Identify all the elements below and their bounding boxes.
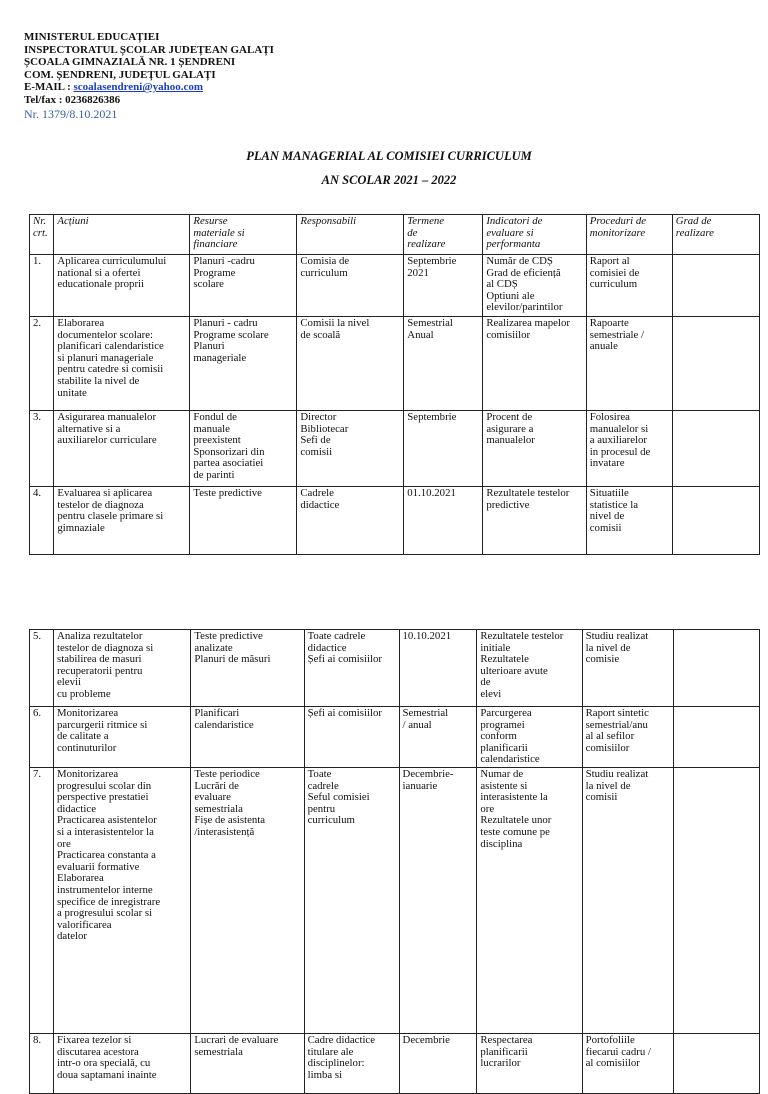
table-row [30, 317, 760, 411]
table-cell: Decembrie- ianuarie [399, 767, 477, 1033]
school-line: ȘCOALA GIMNAZIALĂ NR. 1 ȘENDRENI [24, 56, 236, 69]
table-row [30, 707, 760, 768]
header-cell: Proceduri de monitorizare [586, 215, 672, 255]
table-cell: 6. [30, 707, 54, 768]
ministry-line: MINISTERUL EDUCAȚIEI [24, 31, 160, 43]
table-cell: 8. [30, 1033, 54, 1093]
table-cell: Comisia de curriculum [297, 255, 404, 317]
table-row [30, 487, 760, 555]
table-cell: Parcurgerea programei conform planificarii calendaristice [477, 707, 582, 768]
table-cell: Situatiile statistice la nivel de comisii [586, 487, 672, 555]
table-cell: Septembrie [404, 411, 483, 487]
table-cell: Număr de CDȘ Grad de eficiență al CDȘ Optiuni ale elevilor/parintilor [483, 255, 586, 317]
table-cell: Semestrial / anual [399, 707, 477, 768]
table-cell: 10.10.2021 [399, 630, 477, 707]
table-cell: 5. [30, 630, 54, 707]
table-cell: Semestrial Anual [404, 317, 483, 411]
table-cell: Director Bibliotecar Sefi de comisii [297, 411, 404, 487]
table-cell: Studiu realizat la nivel de comisii [582, 767, 674, 1033]
table-cell: Folosirea manualelor si a auxiliarelor in procesul de invatare [586, 411, 672, 487]
header-cell: Termene de realizare [404, 215, 483, 255]
table-cell: Comisii la nivel de scoală [297, 317, 404, 411]
table-cell: Portofoliile fiecarui cadru / al comisiilor [582, 1033, 674, 1093]
table-cell: Asigurarea manualelor alternative si a auxiliarelor curriculare [54, 411, 190, 487]
registration-number: Nr. 1379/8.10.2021 [24, 106, 118, 121]
table-cell: Toate cadrele didactice Șefi ai comisiilor [304, 630, 399, 707]
table-cell [672, 411, 759, 487]
header-cell: Nr. crt. [30, 215, 54, 255]
table-cell: Procent de asigurare a manualelor [483, 411, 586, 487]
table-cell [674, 630, 760, 707]
table-cell [674, 1033, 760, 1093]
table-cell: Studiu realizat la nivel de comisie [582, 630, 674, 707]
table-cell: Raport al comisiei de curriculum [586, 255, 672, 317]
email-line [24, 81, 274, 94]
table-cell: Fixarea tezelor si discutarea acestora intr-o ora specială, cu doua saptamani inainte [54, 1033, 191, 1093]
table-cell: Evaluarea si aplicarea testelor de diagnoza pentru clasele primare si gimnaziale [54, 487, 190, 555]
table-cell: Decembrie [399, 1033, 477, 1093]
plan-table-page-2 [29, 629, 760, 1094]
table-cell: Cadrele didactice [297, 487, 404, 555]
table-cell: 01.10.2021 [404, 487, 483, 555]
letterhead [24, 31, 274, 120]
table-cell: Planuri - cadru Programe scolare Planuri manageriale [190, 317, 297, 411]
table-cell [674, 767, 760, 1033]
table-cell: Planificari calendaristice [191, 707, 304, 768]
table-cell: Planuri -cadru Programe scolare [190, 255, 297, 317]
table-cell: Raport sintetic semestrial/anu al al sefilor comisiilor [582, 707, 674, 768]
table-cell: 7. [30, 767, 54, 1033]
table-row [30, 255, 760, 317]
table-cell: 4. [30, 487, 54, 555]
telephone-line: Tel/fax : 0236826386 [24, 93, 121, 106]
address-line: COM. ȘENDRENI, JUDEȚUL GALAȚI [24, 68, 216, 81]
document-title: PLAN MANAGERIAL AL COMISIEI CURRICULUM [246, 149, 532, 163]
table-cell [672, 317, 759, 411]
table-cell: Teste predictive analizate Planuri de măsuri [191, 630, 304, 707]
table-cell: Realizarea mapelor comisiilor [483, 317, 586, 411]
table-cell: 2. [30, 317, 54, 411]
table-cell: Aplicarea curriculumului national si a ofertei educationale proprii [54, 255, 190, 317]
table-cell: Toate cadrele Seful comisiei pentru curriculum [304, 767, 399, 1033]
table-cell [672, 255, 759, 317]
table-cell: Monitorizarea parcurgerii ritmice si de calitate a continuturilor [54, 707, 191, 768]
school-year-title: AN SCOLAR 2021 – 2022 [321, 173, 457, 187]
table-cell: Șefi ai comisiilor [304, 707, 399, 768]
table-cell: Analiza rezultatelor testelor de diagnoza si stabilirea de masuri recuperatorii pentru elevii cu probleme [54, 630, 191, 707]
table-row [30, 1033, 760, 1093]
header-cell: Acțiuni [54, 215, 190, 255]
table-cell: Fondul de manuale preexistent Sponsorizari din partea asociatiei de parinti [190, 411, 297, 487]
email-link[interactable]: scoalasendreni@yahoo.com [73, 81, 204, 94]
table-row [30, 767, 760, 1033]
table-cell: Teste periodice Lucrări de evaluare semestriala Fișe de asistenta /interasistență [191, 767, 304, 1033]
table-cell [672, 487, 759, 555]
table-cell: 3. [30, 411, 54, 487]
table-header-row [30, 215, 760, 255]
header-cell: Resurse materiale si financiare [190, 215, 297, 255]
plan-table-page-1 [29, 214, 760, 555]
table-cell: Rezultatele testelor predictive [483, 487, 586, 555]
table-cell: Monitorizarea progresului scolar din perspective prestatiei didactice Practicarea asistentelor si a interasistentelor la ore Practicarea constanta a evaluarii formative Elaborarea instrumentelor interne specifice de inregistrare a progresului scolar si valorificarea datelor [54, 767, 191, 1033]
header-cell: Grad de realizare [672, 215, 759, 255]
table-cell: Lucrari de evaluare semestriala [191, 1033, 304, 1093]
table-cell: Respectarea planificarii lucrarilor [477, 1033, 582, 1093]
table-cell: Rezultatele testelor initiale Rezultatele ulterioare avute de elevi [477, 630, 582, 707]
inspectorate-line: INSPECTORATUL ȘCOLAR JUDEȚEAN GALAȚI [24, 43, 274, 56]
table-cell: Septembrie 2021 [404, 255, 483, 317]
table-cell: 1. [30, 255, 54, 317]
table-cell [674, 707, 760, 768]
table-cell: Teste predictive [190, 487, 297, 555]
table-row [30, 411, 760, 487]
table-cell: Cadre didactice titulare ale disciplinelor: limba si [304, 1033, 399, 1093]
table-cell: Rapoarte semestriale / anuale [586, 317, 672, 411]
header-cell: Responsabili [297, 215, 404, 255]
email-label: E-MAIL : [24, 81, 74, 94]
table-cell: Elaborarea documentelor scolare: planificari calendaristice si planuri manageriale pentru catedre si comisii stabilite la nivel de unitate [54, 317, 190, 411]
header-cell: Indicatori de evaluare si performanta [483, 215, 586, 255]
table-cell: Numar de asistente si interasistente la ore Rezultatele unor teste comune pe disciplina [477, 767, 582, 1033]
table-row [30, 630, 760, 707]
